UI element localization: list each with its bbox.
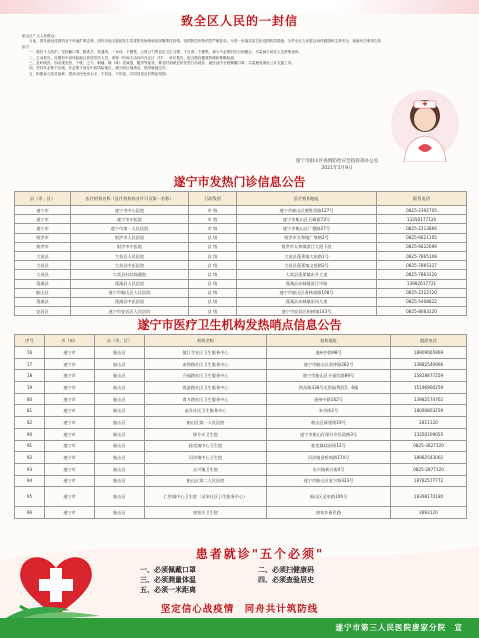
table-cell: 船山区 <box>95 370 145 382</box>
table-cell: 船山区第一人民医院 <box>145 417 267 429</box>
letter-body <box>22 34 382 77</box>
table-cell: 95 <box>15 487 45 507</box>
table-cell: 90 <box>15 428 45 440</box>
letter-paragraph: 二、主动报告。近期有中高风险地区旅居史的人员，请第一时间主动向所在社区（村）、单位报告，配合做好健康管理和核酸检测。 <box>29 55 238 60</box>
table-cell: 高升社区卫生服务中心 <box>145 405 267 417</box>
table-cell: 唐家乡新民路 <box>267 507 391 519</box>
table-cell: 18909065969 <box>391 347 467 359</box>
table-row <box>15 288 467 297</box>
table-cell: 遂宁市 <box>45 382 95 394</box>
letter-paragraph: 一、做好个人防护。坚持戴口罩、勤洗手、常通风、一米线、不聚集、公筷公勺等良好卫生习惯，不扎堆、不聚集，减少不必要的出行和聚会，尽量减少前往人员密集场所。 <box>29 50 303 55</box>
table-cell: 射洪市人民医院 <box>71 233 189 242</box>
table-cell: 遂宁市船山区德胜西路127号 <box>237 206 377 215</box>
table-row <box>15 382 467 394</box>
table-cell: 仁里镇中心卫生院（灵泉社区卫生服务中心） <box>145 487 267 507</box>
table-cell: 82 <box>15 417 45 429</box>
table-cell: 遂宁市船山区保升乡民政路3号 <box>267 428 391 440</box>
table-row <box>15 270 467 279</box>
table-cell: 市 级 <box>189 206 237 215</box>
table-row <box>15 370 467 382</box>
table-cell: 遂宁市 <box>45 393 95 405</box>
letter-paragraph: 三、及时就医。如出现发热、干咳、乏力、咽痛、嗅（味）觉减退、腹泻等症状，要及时到就近的发热门诊就诊，就医途中全程佩戴口罩，尽量避免乘坐公共交通工具。 <box>29 61 295 66</box>
table-cell: 遂宁市 <box>45 347 95 359</box>
table-cell: 射洪市 <box>15 242 71 251</box>
table-cell: 射洪市中医院 <box>71 242 189 251</box>
table-cell: 育才路社区卫生服务中心 <box>145 393 267 405</box>
column-header: 医疗机构名称（医疗机构执业许可证第一名称） <box>71 192 189 206</box>
table-cell: 18782577772 <box>391 475 467 487</box>
table-row <box>15 440 467 452</box>
table-cell: 0825-2392705 <box>377 206 467 215</box>
table-row <box>15 233 467 242</box>
table-cell: 0825-6621105 <box>377 233 467 242</box>
table-cell: 永兴镇新兴街4号 <box>267 463 391 475</box>
letter-signature <box>262 158 412 172</box>
must-item: 二、必须扫健康码 <box>258 566 314 574</box>
table-cell: 80 <box>15 393 45 405</box>
table-row <box>15 507 467 519</box>
table-cell: 0825-3827120 <box>391 440 467 452</box>
table-cell: 县 级 <box>189 297 237 306</box>
fever-clinic-table <box>14 191 467 316</box>
table-cell: 遂宁市船山区天峰街73号 <box>237 215 377 224</box>
nurse-illustration <box>390 86 460 162</box>
table-header-row <box>15 192 467 206</box>
table-cell: 91 <box>15 440 45 452</box>
table-cell: 遂宁市 <box>45 417 95 429</box>
table-cell: 河沙镇金桥南路174号 <box>267 452 391 464</box>
table-cell: 0825-7865108 <box>377 251 467 260</box>
column-header: 县（市、区） <box>95 335 145 347</box>
table-cell: 遂宁市 <box>15 215 71 224</box>
table-cell: 市 级 <box>189 224 237 233</box>
table-row <box>15 215 467 224</box>
table-cell: 93 <box>15 463 45 475</box>
table-cell: 遂宁市安居区柏树镇143号 <box>237 307 377 316</box>
must-item: 一、必须佩戴口罩 <box>140 566 196 574</box>
table-cell: 遂宁市 <box>45 507 95 519</box>
table-cell: 大英县 <box>15 251 71 260</box>
column-header: 行政级别 <box>189 192 237 206</box>
table-cell: 南津路社区卫生服务中心 <box>145 358 267 370</box>
table-header-row <box>15 335 467 347</box>
table-cell: 13350209055 <box>391 428 467 440</box>
table-cell: 92 <box>15 452 45 464</box>
table-cell: 遂州中路98号 <box>267 347 391 359</box>
must-item: 五、必须一米距离 <box>140 586 196 594</box>
table-cell: 遂宁市安居区人民医院 <box>71 307 189 316</box>
table-cell: 蓬溪县中医医院 <box>71 297 189 306</box>
table-row <box>15 251 467 260</box>
table-cell: 船山区 <box>95 417 145 429</box>
table-cell: 船山区 <box>15 288 71 297</box>
table-cell: 县 级 <box>189 251 237 260</box>
table-cell: 0825-7865327 <box>377 261 467 270</box>
table-row <box>15 297 467 306</box>
table-cell: 遂宁市 <box>45 487 95 507</box>
table-cell: 蓬溪县 <box>15 279 71 288</box>
table-cell: 2811120 <box>391 417 467 429</box>
table-cell: 遂宁市 <box>45 440 95 452</box>
signature-org: 遂宁市船山区疫情防控应急指挥部办公室 <box>295 159 379 164</box>
table-cell: 94 <box>15 475 45 487</box>
column-header: 序号 <box>15 335 45 347</box>
table-cell: 米市街2号 <box>267 405 391 417</box>
must-item: 四、必须查验居史 <box>258 576 314 584</box>
column-header: 机构名称 <box>145 335 267 347</box>
table-cell: 蓬溪县人民医院 <box>71 279 189 288</box>
table-row <box>15 405 467 417</box>
table-cell: 13350177120 <box>377 215 467 224</box>
table-cell: 凯旋路社区卫生服务中心 <box>145 382 267 394</box>
table-cell: 0825-7863120 <box>377 270 467 279</box>
table-cell: 遂宁市 <box>45 370 95 382</box>
signature-date: 2021年1月9日 <box>321 166 353 171</box>
table-row <box>15 487 467 507</box>
table-cell: 船山区 <box>95 507 145 519</box>
table-cell: 遂宁市 <box>15 206 71 215</box>
table-cell: 大英县 <box>15 270 71 279</box>
table-row <box>15 242 467 251</box>
table-cell: 船山区 <box>95 382 145 394</box>
table-cell: 射洪市 <box>15 233 71 242</box>
table-cell: 19 <box>15 382 45 394</box>
table-cell: 船山区第二人民医院 <box>145 475 267 487</box>
table-cell: 船山区 <box>95 393 145 405</box>
table-cell: 镇江寺社区卫生服务中心 <box>145 347 267 359</box>
table-cell: 17 <box>15 358 45 370</box>
five-musts-list <box>140 565 380 595</box>
table-cell: 船山区新建街19号 <box>267 417 391 429</box>
table-cell: 船山区 <box>95 405 145 417</box>
table-cell: 0825-2213866 <box>377 224 467 233</box>
column-header: 机构地址 <box>267 335 391 347</box>
table-cell: 遂宁市船山区广德路27号 <box>237 224 377 233</box>
table-cell: 0825-6622699 <box>377 242 467 251</box>
table-cell: 县 级 <box>189 261 237 270</box>
table-row <box>15 358 467 370</box>
table-cell: 蓬溪县赤城镇滨江中路 <box>237 279 377 288</box>
table-row <box>15 224 467 233</box>
table-cell: 遂宁市第一人民医院 <box>71 224 189 233</box>
fever-report-table <box>14 334 467 519</box>
table-cell: 大英县人民医院 <box>71 251 189 260</box>
table-row <box>15 206 467 215</box>
table-cell: 船山区 <box>95 440 145 452</box>
table-cell: 13882540966 <box>391 358 467 370</box>
table-row <box>15 463 467 475</box>
fever-report-title: 遂宁市医疗卫生机构发热哨点信息公告 <box>137 318 342 332</box>
table-cell: 遂宁市 <box>45 358 95 370</box>
footer-text: 遂宁市第三人民医院唐家分院 宣 <box>335 623 463 632</box>
table-cell: 16 <box>15 347 45 359</box>
letter-title: 致全区人民的一封信 <box>180 14 298 28</box>
table-cell: 遂宁市船山区香林南路108号 <box>237 288 377 297</box>
table-cell: 船山区 <box>95 463 145 475</box>
table-cell: 13982617721 <box>377 279 467 288</box>
table-cell: 河沙镇中心卫生院 <box>145 452 267 464</box>
table-cell: 大英县蓬莱镇大英路1号 <box>237 251 377 260</box>
letter-paragraph: 当前，国外新冠疫情仍处于快速扩散态势，国内多地又陆续发生零星散发病例和局部聚集性疫情。疫情防控形势依然严峻复杂。为进一步落实常态化疫情防控措施，守护全区人民群众身体健康和生命安全，现就有关事项告知如下： <box>22 39 382 49</box>
five-musts-title: 患者就诊"五个必须" <box>195 547 325 561</box>
table-cell: 遂宁市中心医院 <box>71 206 189 215</box>
table-row <box>15 347 467 359</box>
table-cell: 13982574762 <box>391 393 467 405</box>
table-cell: 遂宁市 <box>45 428 95 440</box>
column-header: 值班电话 <box>391 335 467 347</box>
table-cell: 遂宁市 <box>45 475 95 487</box>
column-header: 联系电话 <box>377 192 467 206</box>
letter-salutation: 船山区广大人民群众： <box>22 34 58 38</box>
table-cell: 船山区 <box>95 487 145 507</box>
table-cell: 桂花镇政府街12号 <box>267 440 391 452</box>
table-cell: 县 级 <box>189 233 237 242</box>
table-row <box>15 393 467 405</box>
letter-paragraph: 四、坚持非必要不出境、非必要不前往中高风险地区，减少跨区域流动，倡导就地过年。 <box>29 66 170 71</box>
column-header: 医疗机构地址 <box>237 192 377 206</box>
table-cell: 唐家乡卫生院 <box>145 507 267 519</box>
table-cell: 船山区灵泉路106号 <box>267 487 391 507</box>
table-row <box>15 475 467 487</box>
table-cell: 县 级 <box>189 279 237 288</box>
table-cell: 遂宁市中医院 <box>71 215 189 224</box>
table-cell: 大英县蓬莱镇文苑路3号 <box>237 261 377 270</box>
table-cell: 保升乡卫生院 <box>145 428 267 440</box>
table-row <box>15 279 467 288</box>
table-cell: 81 <box>15 405 45 417</box>
table-cell: 介福路社区卫生服务中心 <box>145 370 267 382</box>
table-cell: 遂宁市 <box>45 463 95 475</box>
table-cell: 蓬溪县赤城镇东风大道 <box>237 297 377 306</box>
table-cell: 市 级 <box>189 215 237 224</box>
table-cell: 大英县中医医院 <box>71 261 189 270</box>
table-cell: 18982543002 <box>391 452 467 464</box>
table-cell: 0825-5408822 <box>377 297 467 306</box>
table-cell: 县 级 <box>189 307 237 316</box>
table-cell: 15196900259 <box>391 382 467 394</box>
table-cell: 大英县妇幼保健院 <box>71 270 189 279</box>
table-cell: 安居区 <box>15 307 71 316</box>
table-cell: 遂宁市 <box>15 224 71 233</box>
table-cell: 射洪市太和镇广寒路2号 <box>237 233 377 242</box>
table-cell: 蓬溪县 <box>15 297 71 306</box>
table-cell: 15828877259 <box>391 370 467 382</box>
column-header: 县（市、区） <box>15 192 71 206</box>
table-cell: 遂宁市 <box>45 452 95 464</box>
table-row <box>15 428 467 440</box>
table-cell: 永兴镇卫生院 <box>145 463 267 475</box>
table-cell: 2893120 <box>391 507 467 519</box>
table-cell: 18 <box>15 370 45 382</box>
table-cell: 船山区 <box>95 452 145 464</box>
letter-paragraph: 五、积极参与疫苗接种，提高全民免疫水平。不信谣、不传谣，共同营造良好舆论氛围。 <box>29 71 170 76</box>
table-cell: 18090803259 <box>391 405 467 417</box>
table-row <box>15 307 467 316</box>
table-cell: 遂宁市船山区人民医院 <box>71 288 189 297</box>
table-cell: 遂宁市船山区介福西路89号 <box>267 370 391 382</box>
table-cell: 大英县蓬莱镇东升大道 <box>237 270 377 279</box>
table-cell: 遂宁市船山区南津路282号 <box>267 358 391 370</box>
table-cell: 大英县 <box>15 261 71 270</box>
table-cell: 遂宁市船山区复兴路323号 <box>267 475 391 487</box>
table-cell: 射洪市太和镇滨江大道下段 <box>237 242 377 251</box>
table-cell: 遂宁市 <box>45 405 95 417</box>
table-cell: 船山区 <box>95 347 145 359</box>
table-cell: 县 级 <box>189 242 237 251</box>
table-cell: 船山区 <box>95 475 145 487</box>
table-cell: 遂州中路162号 <box>267 393 391 405</box>
fever-clinic-title: 遂宁市发热门诊信息公告 <box>173 175 306 189</box>
slogan: 坚定信心战疫情 同舟共计筑防线 <box>160 604 319 615</box>
table-row <box>15 417 467 429</box>
table-cell: 桂花镇中心卫生院 <box>145 440 267 452</box>
must-item: 三、必须测量体温 <box>140 576 196 584</box>
table-row <box>15 261 467 270</box>
table-cell: 96 <box>15 507 45 519</box>
table-row <box>15 452 467 464</box>
table-cell: 18398170180 <box>391 487 467 507</box>
table-cell: 县 级 <box>189 288 237 297</box>
table-cell: 0825-2877120 <box>391 463 467 475</box>
table-cell: 县 级 <box>189 270 237 279</box>
table-cell: 船山区 <box>95 358 145 370</box>
table-cell: 船山区 <box>95 428 145 440</box>
table-cell: 凯东路338号光彩福利院5、6楼 <box>267 382 391 394</box>
table-cell: 0825-8663120 <box>377 307 467 316</box>
table-cell: 0825-2222120 <box>377 288 467 297</box>
column-header: 市（州） <box>45 335 95 347</box>
